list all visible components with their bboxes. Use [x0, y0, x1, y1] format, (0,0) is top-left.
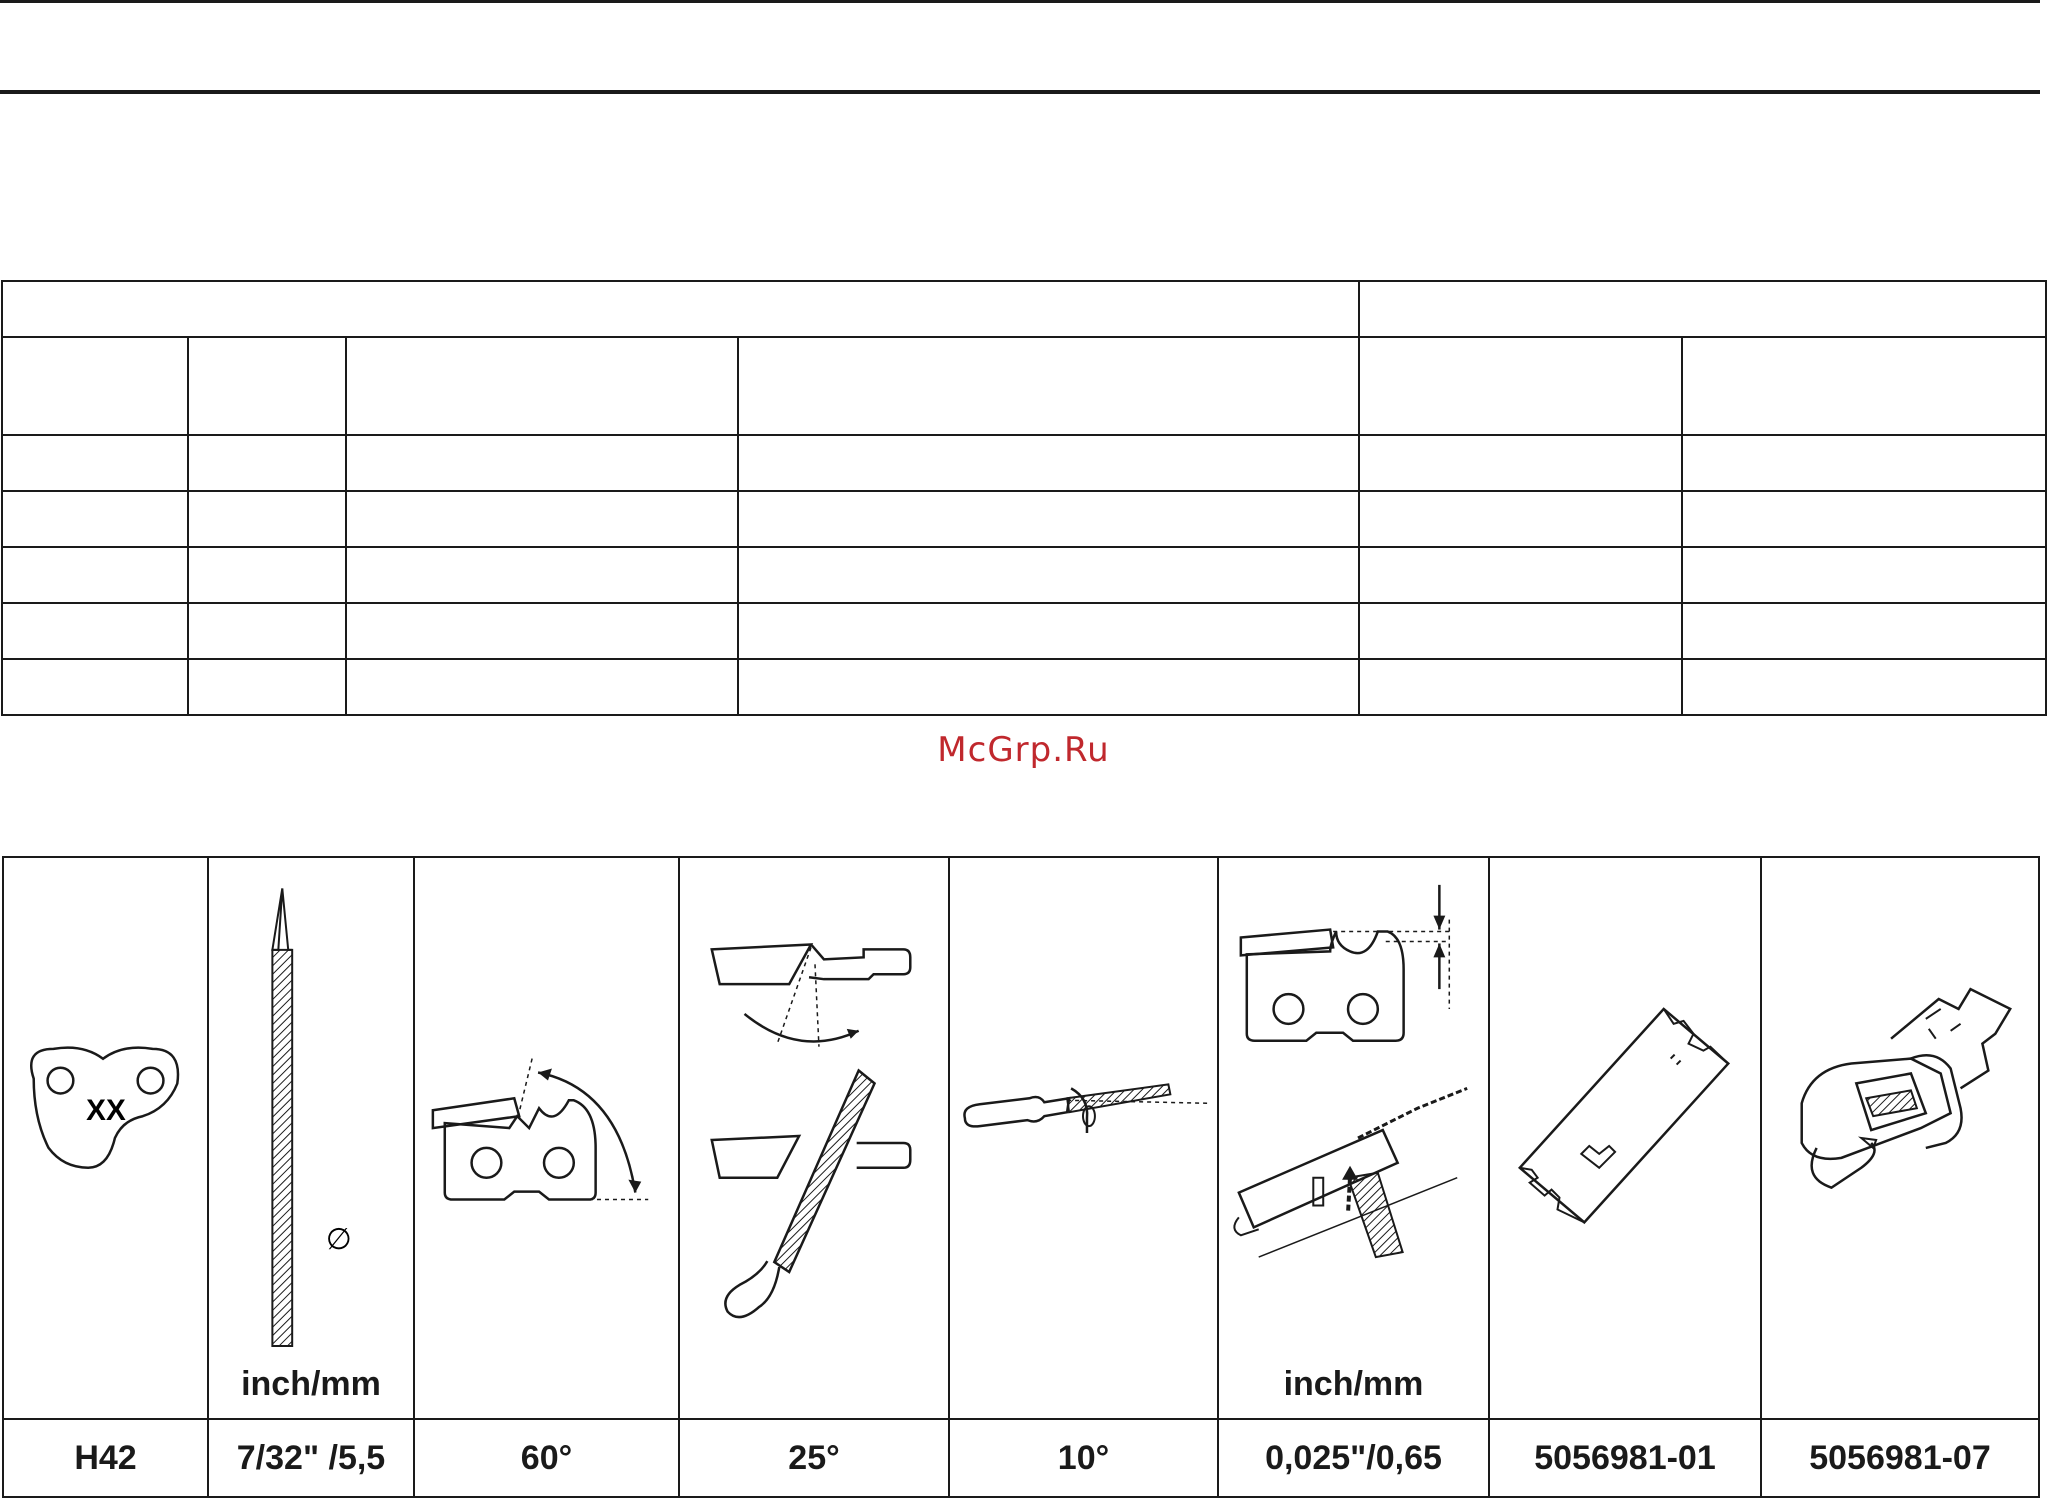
round-file-icon	[209, 858, 413, 1418]
watermark-text: McGrp.Ru	[937, 730, 1110, 770]
grid-cell	[1682, 491, 2046, 547]
grid-cell	[1682, 547, 2046, 603]
unit-label-file: inch/mm	[241, 1365, 381, 1403]
value-file-diameter: 7/32" /5,5	[208, 1419, 414, 1497]
link-label: XX	[86, 1094, 126, 1128]
grid-cell	[738, 603, 1359, 659]
cell-top-plate-angle	[414, 857, 679, 1419]
grid-cell	[1682, 603, 2046, 659]
value-file-tilt: 10°	[949, 1419, 1218, 1497]
top-plate-angle-icon	[415, 858, 678, 1418]
grid-cell	[2, 435, 188, 491]
grid-cell	[346, 603, 738, 659]
cell-file-guide	[1761, 857, 2039, 1419]
grid-cell	[1359, 281, 2046, 337]
grid-cell	[738, 547, 1359, 603]
grid-cell	[2, 603, 188, 659]
grid-header-row	[2, 281, 2046, 337]
grid-cell	[1682, 435, 2046, 491]
grid-cell	[1359, 603, 1682, 659]
header-rule	[0, 90, 2040, 94]
grid-cell	[188, 337, 346, 435]
grid-row	[2, 547, 2046, 603]
grid-row	[2, 603, 2046, 659]
cell-round-file	[208, 857, 414, 1419]
unit-label-depth: inch/mm	[1283, 1365, 1424, 1403]
top-rule	[0, 0, 2040, 3]
value-file-angle: 25°	[679, 1419, 949, 1497]
value-depth-gauge: 0,025"/0,65	[1218, 1419, 1489, 1497]
grid-cell	[738, 337, 1359, 435]
cell-depth-gauge-link	[3, 857, 208, 1419]
grid-cell	[188, 435, 346, 491]
file-holder-tilt-icon	[950, 858, 1217, 1418]
grid-cell	[1359, 491, 1682, 547]
grid-cell	[2, 281, 1359, 337]
grid-cell	[738, 491, 1359, 547]
cell-file-angle	[679, 857, 949, 1419]
grid-cell	[188, 659, 346, 715]
grid-cell	[346, 659, 738, 715]
grid-cell	[188, 491, 346, 547]
grid-subheader-row	[2, 337, 2046, 435]
cell-depth-gauge-tool	[1489, 857, 1761, 1419]
value-top-plate-angle: 60°	[414, 1419, 679, 1497]
diameter-symbol: ∅	[325, 1221, 352, 1257]
grid-cell	[346, 547, 738, 603]
grid-cell	[2, 547, 188, 603]
value-row	[3, 1419, 2039, 1497]
grid-cell	[188, 547, 346, 603]
chain-spec-table	[2, 856, 2040, 1498]
grid-row	[2, 659, 2046, 715]
file-angle-icon	[680, 858, 948, 1418]
value-code: H42	[3, 1419, 208, 1497]
cell-depth-gauge-setting	[1218, 857, 1489, 1419]
grid-row	[2, 491, 2046, 547]
value-file-guide-part: 5056981-07	[1761, 1419, 2039, 1497]
value-depth-gauge-tool-part: 5056981-01	[1489, 1419, 1761, 1497]
illustration-row	[3, 857, 2039, 1419]
grid-cell	[738, 659, 1359, 715]
depth-gauge-link-icon	[4, 858, 207, 1418]
grid-cell	[346, 491, 738, 547]
grid-cell	[2, 337, 188, 435]
file-guide-icon	[1762, 858, 2038, 1418]
depth-gauge-tool-icon	[1490, 858, 1760, 1418]
grid-cell	[738, 435, 1359, 491]
depth-gauge-setting-icon	[1219, 858, 1488, 1418]
spec-grid-table	[1, 280, 2047, 716]
grid-cell	[2, 491, 188, 547]
grid-cell	[1359, 435, 1682, 491]
grid-cell	[1682, 659, 2046, 715]
grid-cell	[1359, 659, 1682, 715]
grid-cell	[1682, 337, 2046, 435]
grid-cell	[346, 337, 738, 435]
grid-cell	[1359, 547, 1682, 603]
cell-file-holder-tilt	[949, 857, 1218, 1419]
grid-cell	[1359, 337, 1682, 435]
grid-cell	[188, 603, 346, 659]
grid-cell	[346, 435, 738, 491]
grid-cell	[2, 659, 188, 715]
grid-row	[2, 435, 2046, 491]
